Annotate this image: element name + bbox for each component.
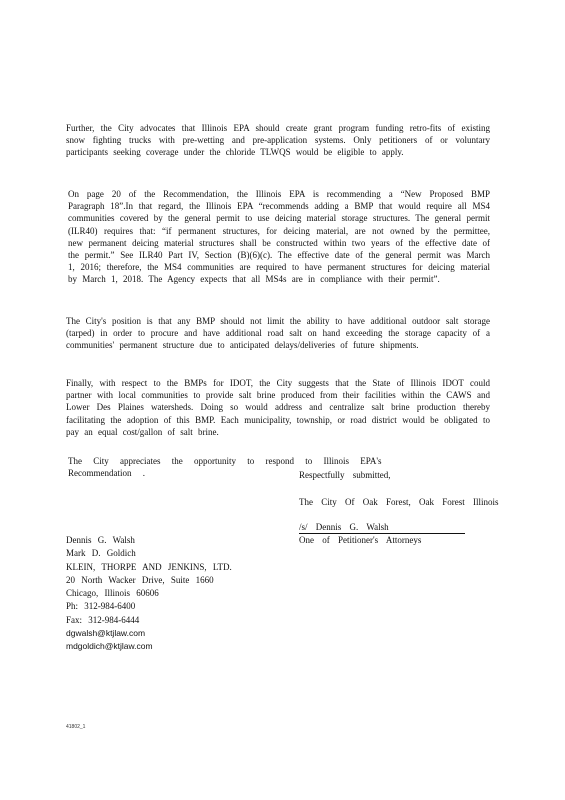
email-link[interactable]: mdgoldich@ktjlaw.com (66, 641, 153, 652)
document-id: 41802_1 (66, 724, 86, 730)
city-state-zip: Chicago, Illinois 60606 (66, 588, 159, 599)
firm-name: KLEIN, THORPE AND JENKINS, LTD. (66, 561, 232, 572)
attorney-address-block (66, 534, 232, 654)
email-link[interactable]: dgwalsh@ktjlaw.com (66, 628, 146, 639)
signer-role: One of Petitioner's Attorneys (299, 535, 422, 545)
signature-line: /s/ Dennis G. Walsh (299, 521, 465, 534)
paragraph-idot-bmps: Finally, with respect to the BMPs for IDOT, the City suggests that the State of Illinois IDOT could partner with local communities to provide salt brine produced from their facilities within the CAWS and Lower Des Plaines watersheds. Doing so would address and centralize salt brine production thereby facilitating the adoption of this BMP. Each municipality, township, or road district would be obligated to pay an equal cost/gallon of salt brine. (66, 378, 490, 437)
closing-text: Respectfully submitted, (299, 470, 391, 480)
street-address: 20 North Wacker Drive, Suite 1660 (66, 574, 214, 585)
paragraph-bmp-paragraph-18: On page 20 of the Recommendation, the Illinois EPA is recommending a “New Proposed BMP Paragraph 18”.In that regard, the Illinois EPA “recommends adding a BMP that would require all MS4 communities covered by the general permit to use deicing material storage structures. The general permit (ILR40) requires that: “if permanent structures, for deicing material, are not owned by the permittee, new permanent deicing material structures shall be constructed within two years of the effective date of the permit.” See ILR40 Part IV, Section (B)(6)(c). The effective date of the general permit was March 1, 2016; therefore, the MS4 communities are required to have permanent structures for deicing material by March 1, 2018. The Agency expects that all MS4s are in compliance with their permit”. (68, 189, 490, 285)
phone-number: Ph: 312-984-6400 (66, 601, 136, 612)
paragraph-city-position: The City's position is that any BMP should not limit the ability to have additional outdoor salt storage (tarped) in order to procure and have additional road salt on hand exceeding the storage capacity of a communities' permanent structure due to anticipated delays/deliveries of future shipments. (66, 316, 490, 351)
signer-name: The City Of Oak Forest, Oak Forest Illinois (299, 497, 499, 507)
attorney-name: Mark D. Goldich (66, 548, 136, 559)
fax-number: Fax: 312-984-6444 (66, 614, 140, 625)
paragraph-grant-program: Further, the City advocates that Illinois EPA should create grant program funding retro-fits of existing snow fighting trucks with pre-wetting and pre-application systems. Only petitioners of or voluntary participants seeking coverage under the chloride TLWQS would be eligible to apply. (66, 123, 490, 158)
attorney-name: Dennis G. Walsh (66, 535, 135, 545)
paragraph-appreciation: The City appreciates the opportunity to respond to Illinois EPA's Recommendation . (68, 456, 382, 479)
